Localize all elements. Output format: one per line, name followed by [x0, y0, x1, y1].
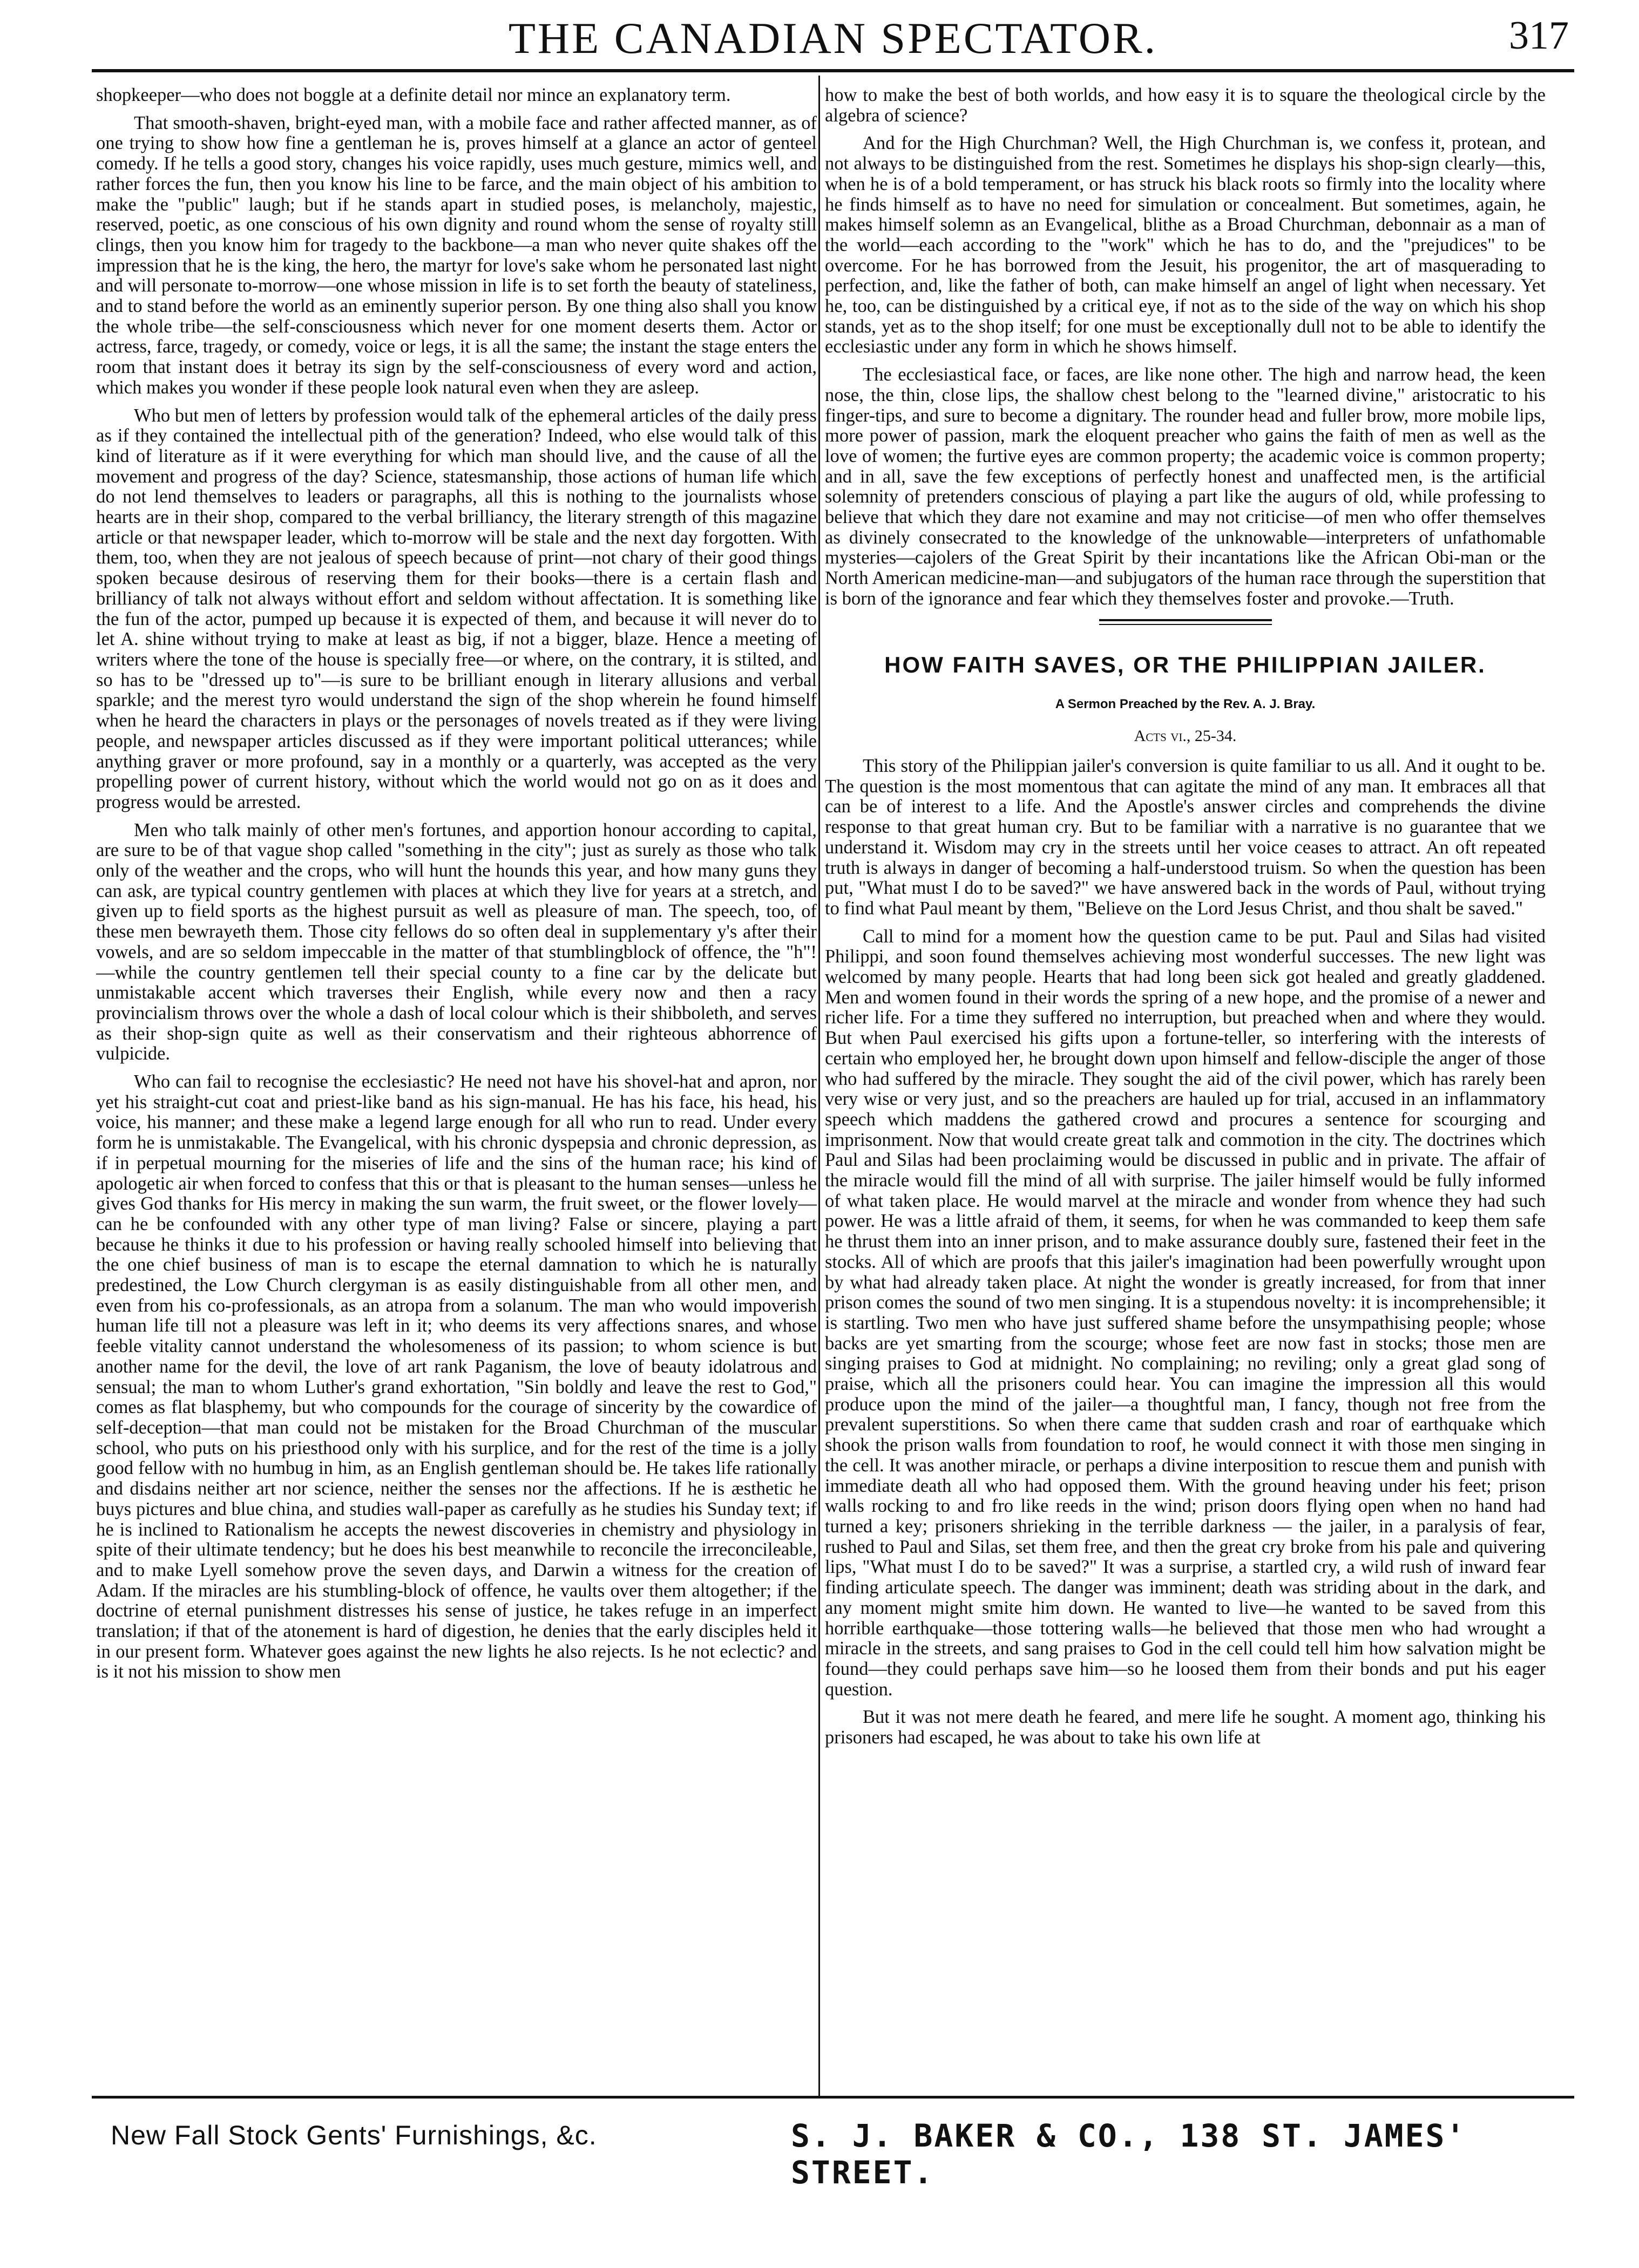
- paragraph: Men who talk mainly of other men's fortunes, and apportion honour according to capital, are sure to be of that vague shop called "something in the city"; just as surely as those who talk only of the weather and the crops, who will hunt the hounds this year, and how many guns they can ask, are typical country gentlemen with places at which they live for years at a stretch, and given up to field sports as the highest pursuit as well as pleasure of man. The speech, too, of these men bewrayeth them. Those city fellows do so often deal in supplementary y's after their vowels, and are so seldom impeccable in the matter of that stumblingblock of offence, the "h"!—while the country gentlemen tell their special county to a fine car by the delicate but unmistakable accent which traverses their English, while every now and then a racy provincialism throws over the whole a dash of local colour which is their shibboleth, and serves as their shop-sign quite as well as their conservatism and their righteous abhorrence of vulpicide.: [96, 819, 817, 1064]
- paragraph: how to make the best of both worlds, and how easy it is to square the theological circle by the algebra of science?: [825, 85, 1546, 126]
- scripture-reference: Acts vi., 25-34.: [1134, 727, 1237, 745]
- paragraph: shopkeeper—who does not boggle at a definite detail nor mince an explanatory term.: [96, 85, 731, 105]
- page-number: 317: [1509, 13, 1569, 58]
- paragraph: Who but men of letters by profession would talk of the ephemeral articles of the daily press as if they contained the intellectual pith of the generation? Indeed, who else would talk of this kind of literature as if it were everything for which man should live, and the cause of all the movement and progress of the day? Science, statesmanship, those actions of human life which do not lend themselves to leaders or paragraphs, all this is nothing to the journalists whose hearts are in their shop, compared to the verbal brilliancy, the literary strength of this magazine article or that newspaper leader, which to-morrow will be stale and the next day forgotten. With them, too, when they are not jealous of speech because of print—not chary of their good things spoken because desirous of reserving them for their books—there is a certain flash and brilliancy of talk not always without effort and seldom without affectation. It is something like the fun of the actor, pumped up because it is expected of them, and because it will never do to let A. shine without trying to make at least as big, if not a bigger, blaze. Hence a meeting of writers where the tone of the house is specially free—or where, on the contrary, it is stilted, and so has to be "dressed up to"—is sure to be brilliant enough in literary allusions and verbal sparkle; and the merest tyro would understand the sign of the shop wherein he found himself when he heard the characters in plays or the personages of novels treated as if they were living people, and newspaper articles discussed as if they were important political utterances; while anything graver or more profound, say in a monthly or a quarterly, was accepted as the very propelling power of current history, without which the world would not go on as it does and progress would be arrested.: [96, 405, 817, 812]
- paragraph: Call to mind for a moment how the question came to be put. Paul and Silas had visited Philippi, and soon found themselves achieving most wonderful successes. The new light was welcomed by many people. Hearts that had long been sick got healed and greatly gladdened. Men and women found in their words the spring of a new hope, and the promise of a newer and richer life. For a time they suffered no interruption, but preached when and where they would. But when Paul exercised his gifts upon a fortune-teller, so interfering with the interests of certain who employed her, he brought down upon himself and fellow-disciple the anger of those who had suffered by the miracle. They sought the aid of the civil power, which has rarely been very wise or very just, and so the preachers are hauled up for trial, accused in an inflammatory speech which maddens the gathered crowd and procures a sentence for scourging and imprisonment. Now that would create great talk and commotion in the city. The doctrines which Paul and Silas had been proclaiming would be discussed in public and in private. The affair of the miracle would fill the mind of all with surprise. The jailer himself would be fully informed of what taken place. He would marvel at the miracle and wonder from whence they had such power. He was a little afraid of them, it seems, for when he was commanded to keep them safe he thrust them into an inner prison, and to make assurance doubly sure, fastened their feet in the stocks. All of which are proofs that this jailer's imagination had been powerfully wrought upon by what had already taken place. At night the wonder is greatly increased, for from that inner prison comes the sound of two men singing. It is a stupendous novelty: it is incomprehensible; it is startling. Two men who have just suffered shame before the unsympathising people; whose backs are yet smarting from the scourge; whose feet are now fast in stocks; those men are singing praises to God at midnight. No complaining; no reviling; only a great glad song of praise, which all the prisoners could hear. You can imagine the impression all this would produce upon the mind of the jailer—a thoughtful man, I fancy, though not free from the prevalent superstitions. So when there came that sudden crash and roar of earthquake which shook the prison walls from foundation to roof, he would connect it with those men singing in the cell. It was another miracle, or perhaps a divine interposition to rescue them and punish with immediate death all who had opposed them. With the ground heaving under his feet; prison walls rocking to and fro like reeds in the wind; prison doors flying open when no hand had turned a key; prisoners shrieking in the terrible darkness — the jailer, in a paralysis of fear, rushed to Paul and Silas, set them free, and then the great cry broke from his pale and quivering lips, "What must I do to be saved?" It was a surprise, a startled cry, a wild rush of inward fear finding articulate speech. The danger was imminent; death was striding about in the dark, and any moment might smite him down. He wanted to live—he wanted to be saved from this horrible earthquake—those tottering walls—he believed that those men who had wrought a miracle in the streets, and sang praises to God in the cell could tell him how salvation might be found—they could perhaps save him—so he loosed them from their bonds and put his eager question.: [825, 926, 1546, 1700]
- footer-advertisement: [111, 2113, 1568, 2191]
- masthead: [92, 10, 1574, 74]
- paragraph: But it was not mere death he feared, and mere life he sought. A moment ago, thinking his prisoners had escaped, he was about to take his own life at: [825, 1707, 1546, 1748]
- right-column: [825, 85, 1546, 2088]
- footer-ad-right: S. J. BAKER & CO., 138 ST. JAMES' STREET.: [791, 2117, 1467, 2191]
- section-separator: [1099, 619, 1272, 625]
- article-headline: HOW FAITH SAVES, OR THE PHILIPPIAN JAILER.: [884, 651, 1486, 677]
- left-column: [96, 85, 817, 2088]
- column-divider: [818, 76, 820, 2097]
- paragraph: This story of the Philippian jailer's conversion is quite familiar to us all. And it ought to be. The question is the most momentous that can agitate the mind of any man. It embraces all that can be of interest to a life. And the Apostle's answer circles and comprehends the divine response to that great human cry. But to be familiar with a narrative is no guarantee that we understand it. Wisdom may cry in the streets until her voice ceases to attract. An oft repeated truth is always in danger of becoming a half-understood truism. So when the question has been put, "What must I do to be saved?" we have answered back in the words of Paul, without trying to find what Paul meant by them, "Believe on the Lord Jesus Christ, and thou shalt be saved.": [825, 755, 1546, 919]
- masthead-title: THE CANADIAN SPECTATOR.: [508, 13, 1158, 63]
- paragraph: And for the High Churchman? Well, the High Churchman is, we confess it, protean, and not always to be distinguished from the rest. Sometimes he displays his shop-sign clearly—this, when he is of a bold temperament, or has struck his black roots so firmly into the locality where he finds himself as to have no need for simulation or concealment. But sometimes, again, he makes himself solemn as an Evangelical, blithe as a Broad Churchman, debonnair as a man of the world—each according to the "work" which he has to do, and the "prejudices" to be overcome. For he has borrowed from the Jesuit, his progenitor, the art of masquerading to perfection, and, like the father of both, can make himself an angel of light when necessary. Yet he, too, can be distinguished by a critical eye, if not as to the side of the way on which his shop stands, yet as to the shop itself; for one must be exceptionally dull not to be able to identify the ecclesiastic under any form in which he shows himself.: [825, 133, 1546, 357]
- paragraph: That smooth-shaven, bright-eyed man, with a mobile face and rather affected manner, as of one trying to show how fine a gentleman he is, proves himself at a glance an actor of genteel comedy. If he tells a good story, changes his voice rapidly, uses much gesture, mimics well, and rather forces the fun, then you know his line to be farce, and the main object of his ambition to make the "public" laugh; but if he stands apart in studied poses, is melancholy, majestic, reserved, poetic, as one conscious of his own dignity and round whom the sense of royalty still clings, then you know him for tragedy to the backbone—a man who never quite shakes off the impression that he is the king, the hero, the martyr for love's sake whom he personated last night and will personate to-morrow—one whose mission in life is to set forth the beauty of stateliness, and to stand before the world as an eminently superior person. By one thing also shall you know the whole tribe—the self-consciousness which never for one moment deserts them. Actor or actress, farce, tragedy, or comedy, voice or legs, it is all the same; the instant the stage enters the room that instant does it betray its sign by the self-consciousness of every word and action, which makes you wonder if these people look natural even when they are asleep.: [96, 112, 817, 398]
- paragraph: The ecclesiastical face, or faces, are like none other. The high and narrow head, the keen nose, the thin, close lips, the shallow chest belong to the "learned divine," aristocratic to his finger-tips, and sure to become a dignitary. The rounder head and fuller brow, more mobile lips, more power of passion, mark the eloquent preacher who gains the faith of men as well as the love of women; the furtive eyes are common property; the academic voice is common property; and in all, save the few exceptions of perfectly honest and unaffected men, is the artificial solemnity of pretenders conscious of playing a part like the augurs of old, while professing to believe that which they dare not examine and may not criticise—of men who offer themselves as divinely consecrated to the knowledge of the unknowable—interpreters of unfathomable mysteries—cajolers of the Great Spirit by their incantations like the African Obi-man or the North American medicine-man—and subjugators of the human race through the superstition that is born of the ignorance and fear which they themselves foster and provoke.—Truth.: [825, 364, 1546, 609]
- masthead-rule: [92, 69, 1574, 72]
- paragraph: Who can fail to recognise the ecclesiastic? He need not have his shovel-hat and apron, nor yet his straight-cut coat and priest-like band as his sign-manual. He has his face, his head, his voice, his manner; and these make a legend large enough for all who run to read. Under every form he is unmistakable. The Evangelical, with his chronic dyspepsia and chronic depression, as if in perpetual mourning for the miseries of life and the sins of the human race; his kind of apologetic air when forced to confess that this or that is pleasant to the human senses—unless he gives God thanks for His mercy in making the sun warm, the fruit sweet, or the flower lovely—can he be confounded with any other type of man living? False or sincere, playing a part because he thinks it due to his profession or having really schooled himself into believing that the one chief business of man is to escape the eternal damnation to which he is naturally predestined, the Low Church clergyman is as easily distinguishable from all other men, and even from his co-professionals, as an atropa from a solanum. The man who would impoverish human life till not a pleasure was left in it; who deems its very affections snares, and whose feeble vitality cannot understand the wholesomeness of its passion; to whom science is but another name for the devil, the love of art rank Paganism, the love of beauty idolatrous and sensual; the man to whom Luther's grand exhortation, "Sin boldly and leave the rest to God," comes as flat blasphemy, but who compounds for the courage of sincerity by the cowardice of self-deception—that man could not be mistaken for the Broad Churchman of the muscular school, who puts on his priesthood only with his surplice, and for the rest of the time is a jolly good fellow with no humbug in him, as an English gentleman should be. He takes life rationally and disdains neither art nor science, neither the senses nor the affections. If he is æsthetic he buys pictures and blue china, and studies wall-paper as carefully as he studies his Sunday text; if he is inclined to Rationalism he accepts the newest discoveries in chemistry and physiology in spite of their ultimate tendency; but he does his best meanwhile to reconcile the irreconcileable, and to make Lyell somehow prove the seven days, and Darwin a witness for the creation of Adam. If the miracles are his stumbling-block of offence, he vaults over them altogether; if the doctrine of eternal punishment distresses his sense of justice, he takes refuge in an imperfect translation; if that of the atonement is hard of digestion, he denies that the early disciples held it in our present form. Whatever goes against the new lights he also rejects. Is he not eclectic? and is it not his mission to show men: [96, 1071, 817, 1682]
- article-subhead: A Sermon Preached by the Rev. A. J. Bray.: [1055, 696, 1316, 711]
- footer-rule: [92, 2096, 1574, 2099]
- footer-ad-left: New Fall Stock Gents' Furnishings, &c.: [111, 2120, 597, 2150]
